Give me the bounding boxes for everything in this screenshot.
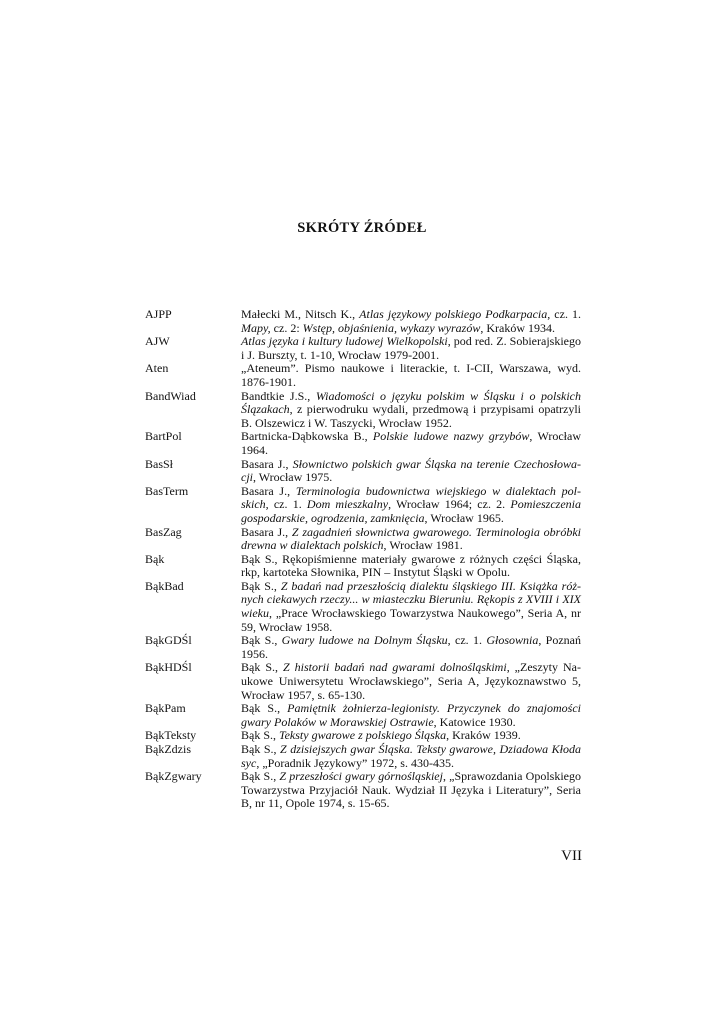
source-text: Bandtkie J.S., [241, 388, 316, 403]
abbreviation-code: BąkBad [145, 578, 184, 593]
abbreviation-entry [145, 743, 581, 770]
abbreviation-code: Aten [145, 361, 169, 376]
source-description [241, 526, 581, 553]
source-description [241, 390, 581, 431]
source-text: cz. 2: [270, 320, 303, 335]
source-title-italic: Teksty gwarowe z polskiego Śląska [279, 728, 447, 743]
source-text: , Katowice 1930. [433, 714, 516, 729]
abbreviation-code: BandWiad [145, 388, 196, 403]
source-title-italic: Pomieszczenia gospodarskie, ogrodzenia, zamknięcia [241, 497, 582, 525]
source-text: Bąk S., [241, 769, 280, 784]
abbreviation-code: AJW [145, 334, 170, 349]
abbreviation-code: BąkPam [145, 701, 186, 716]
source-text: , Kraków 1939. [446, 728, 521, 743]
abbreviation-list [145, 308, 581, 811]
abbreviation-code: BasSł [145, 456, 174, 471]
source-text: Bąk S., [241, 742, 281, 756]
source-title-italic: Z przeszłości gwary górnośląskiej [279, 769, 443, 784]
source-text: cz. 1. [268, 497, 307, 512]
source-description [241, 661, 581, 702]
source-title-italic: Z badań nad przeszłością dialektu śląskiego III. Książka różnych ciekawych rzeczy... w miasteczku Bieruniu. Rękopis z XVIII i XIX wieku [241, 578, 581, 621]
source-title-italic: Terminologia budownictwa wiejskiego w dialektach polskich, [241, 483, 581, 512]
source-description [241, 553, 581, 580]
source-text: , Poznań 1956. [241, 633, 581, 661]
source-text: Małecki M., Nitsch K., [241, 307, 360, 321]
abbreviation-entry [145, 526, 581, 553]
source-title-italic: Mapy, [241, 320, 271, 335]
source-title-italic: Gwary ludowe na Dolnym Śląsku [281, 633, 448, 648]
source-description [241, 770, 581, 811]
abbreviation-code: BąkGDŚl [145, 633, 192, 648]
source-text: Bartnicka-Dąbkowska B., [241, 429, 373, 444]
source-text: Bąk S., [241, 633, 282, 648]
abbreviation-entry [145, 729, 581, 743]
source-title-italic: Polskie ludowe nazwy grzybów [372, 429, 530, 444]
source-description [241, 335, 581, 362]
source-text: , „Sprawozdania Opolskiego Towarzystwa Przyjaciół Nauk. Wydział II Języka i Literatury”, Seria B, nr 11, Opole 1974, s. 15-65. [241, 769, 581, 811]
abbreviation-entry [145, 661, 581, 702]
source-description [241, 430, 581, 457]
abbreviation-code: AJPP [145, 307, 172, 321]
source-title-italic: Z dzisiejszych gwar Śląska. Teksty gwarowe, Dziadowa Kłoda syc [241, 742, 581, 770]
source-text: , cz. 1. [447, 633, 487, 648]
source-text: , „Poradnik Językowy” 1972, s. 430-435. [256, 755, 454, 770]
source-text: Bąk S., Rękopiśmienne materiały gwarowe z różnych części Śląska, rkp, kartoteka Słownika, PIN – Instytut Śląski w Opolu. [241, 551, 581, 580]
source-text: Basara J., [241, 483, 296, 498]
abbreviation-entry [145, 702, 581, 729]
source-text: cz. 1. [550, 307, 581, 321]
source-description [241, 362, 581, 389]
abbreviation-code: BąkZdzis [145, 742, 191, 756]
source-title-italic: Słownictwo polskich gwar Śląska na terenie Czechosłowacji [241, 456, 581, 485]
source-description [241, 485, 581, 526]
source-description [241, 729, 581, 743]
abbreviation-entry [145, 308, 581, 335]
abbreviation-entry [145, 553, 581, 580]
source-text: Basara J., [241, 524, 292, 539]
source-text: Bąk S., [241, 728, 280, 743]
abbreviation-entry [145, 458, 581, 485]
source-text: „Ateneum”. Pismo naukowe i literackie, t. I-CII, Warszawa, wyd. 1876-1901. [241, 361, 581, 389]
source-text: , Wrocław 1964. [241, 429, 581, 457]
source-title-italic: Wiadomości o języku polskim w Śląsku i o polskich Ślązakach [241, 388, 581, 417]
source-description [241, 580, 581, 634]
abbreviation-entry [145, 335, 581, 362]
abbreviation-entry [145, 634, 581, 661]
abbreviation-code: BąkHDŚl [145, 660, 192, 675]
source-description [241, 743, 581, 770]
source-title-italic: Atlas języka i kultury ludowej Wielkopolski [241, 334, 448, 349]
source-description [241, 458, 581, 485]
source-title-italic: Pamiętnik żołnierza-legionisty. Przyczynek do znajomości gwary Polaków w Morawskiej Ostrawie [241, 701, 581, 729]
source-text: , Kraków 1934. [480, 320, 555, 335]
abbreviation-code: BąkZgwary [145, 769, 202, 784]
source-text: , Wrocław 1975. [253, 470, 333, 485]
source-text: , „Zeszyty Naukowe Uniwersytetu Wrocławskiego”, Seria A, Językoznawstwo 5, Wrocław 1957, s. 65-130. [241, 660, 581, 702]
source-text: Bąk S., [241, 578, 281, 593]
abbreviation-entry [145, 770, 581, 811]
source-description [241, 308, 581, 335]
abbreviation-entry [145, 362, 581, 389]
source-text: , Wrocław 1964; cz. 2. [388, 497, 511, 512]
source-description [241, 702, 581, 729]
source-text: , Wrocław 1981. [383, 538, 463, 553]
abbreviation-code: BasTerm [145, 483, 189, 498]
source-title-italic: Atlas językowy polskiego Podkarpacia, [359, 307, 551, 321]
abbreviation-entry [145, 390, 581, 431]
abbreviation-entry [145, 580, 581, 634]
abbreviation-code: BartPol [145, 429, 182, 444]
source-text: , Wrocław 1965. [424, 510, 504, 525]
source-title-italic: Dom mieszkalny [306, 497, 389, 512]
source-text: , „Prace Wrocławskiego Towarzystwa Naukowego”, Seria A, nr 59, Wrocław 1958. [241, 606, 581, 634]
page-number: VII [561, 848, 582, 864]
abbreviation-entry [145, 485, 581, 526]
abbreviation-code: BąkTeksty [145, 728, 197, 743]
source-title-italic: Z historii badań nad gwarami dolnośląskimi [283, 660, 507, 675]
source-text: , pod red. Z. Sobierajskiego i J. Burszty, t. 1-10, Wrocław 1979-2001. [241, 334, 581, 362]
source-title-italic: Głosownia [486, 633, 539, 648]
source-text: , z pierwodruku wydali, przedmową i przypisami opatrzyli B. Olszewicz i W. Taszycki, Wrocław 1952. [241, 402, 581, 430]
abbreviation-code: BasZag [145, 524, 182, 539]
abbreviation-code: Bąk [145, 551, 165, 566]
page-title: SKRÓTY ŹRÓDEŁ [297, 220, 427, 236]
source-description [241, 634, 581, 661]
source-text: Bąk S., [241, 701, 288, 716]
source-text: Basara J., [241, 456, 293, 471]
source-title-italic: Wstęp, objaśnienia, wykazy wyrazów [302, 320, 481, 335]
source-text: Bąk S., [241, 660, 283, 675]
source-title-italic: Z zagadnień słownictwa gwarowego. Terminologia obróbki drewna w dialektach polskich [241, 524, 581, 553]
abbreviation-entry [145, 430, 581, 457]
